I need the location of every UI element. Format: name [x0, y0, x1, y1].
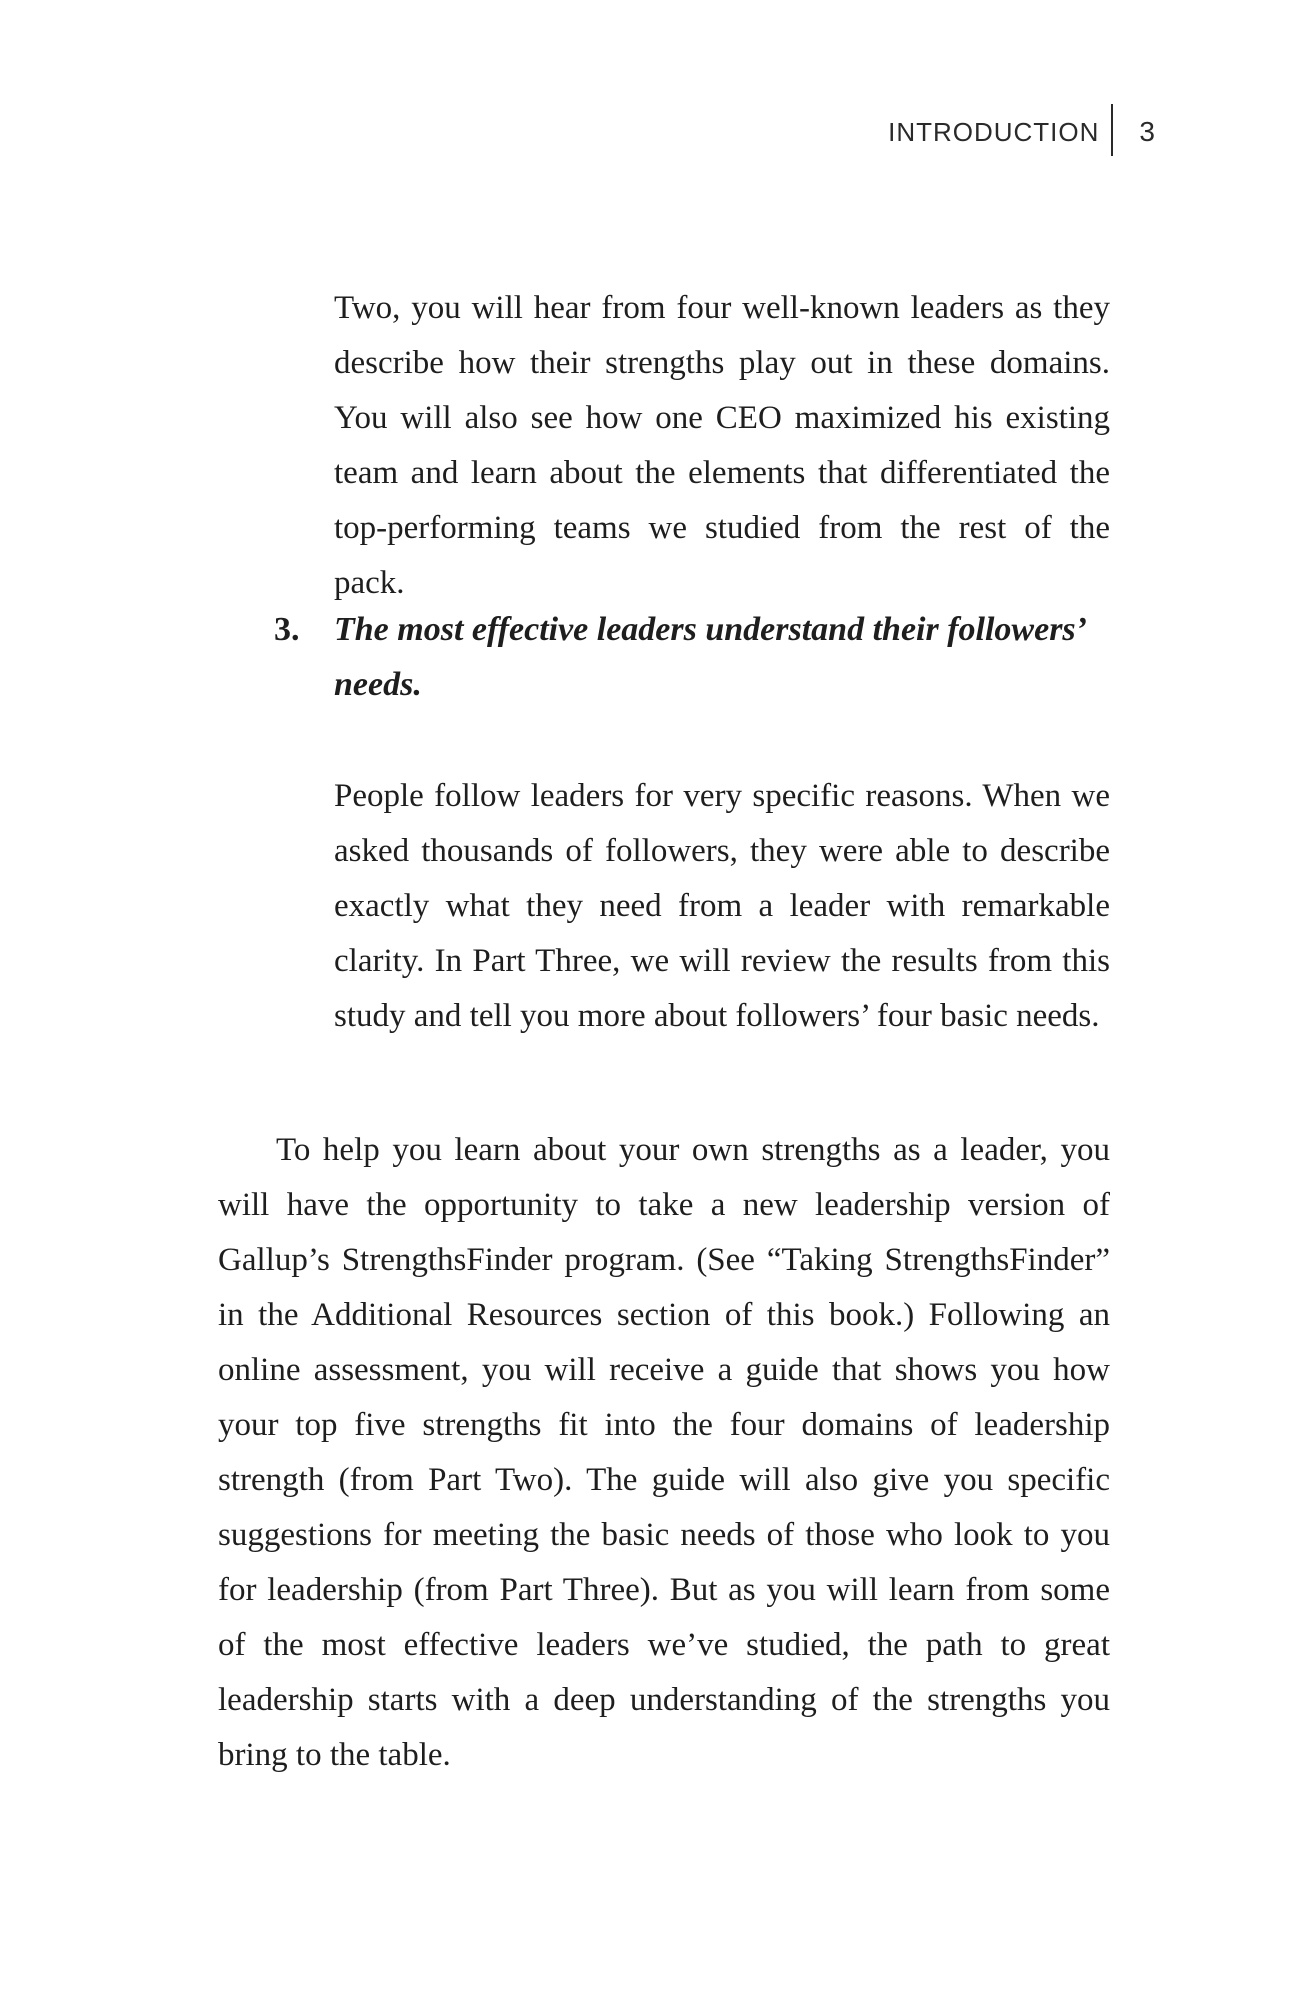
list-item-heading: The most effective leaders understand their followers’ needs.	[334, 611, 1085, 703]
closing-paragraph: To help you learn about your own strengths as a leader, you will have the opportunity to take a new leadership version of Gallup’s StrengthsFinder program. (See “Taking StrengthsFinder” in the Additional Resources section of this book.) Following an online assessment, you will receive a guide that shows you how your top five strengths fit into the four domains of leadership strength (from Part Two). The guide will also give you specific suggestions for meeting the basic needs of those who look to you for leadership (from Part Three). But as you will learn from some of the most effective leaders we’ve studied, the path to great leadership starts with a deep understanding of the strengths you bring to the table.	[218, 1132, 1110, 1773]
running-head-section: INTRODUCTION	[888, 116, 1100, 147]
page-number: 3	[1139, 116, 1156, 147]
list-item-number: 3.	[274, 611, 300, 648]
running-head	[888, 112, 1156, 152]
continued-paragraph: Two, you will hear from four well-known leaders as they describe how their strengths play out in these domains. You will also see how one CEO maximized his existing team and learn about the elements that differentiated the top-performing teams we studied from the rest of the pack.	[334, 290, 1110, 601]
list-item-paragraph: People follow leaders for very specific reasons. When we asked thousands of followers, they were able to describe exactly what they need from a leader with remarkable clarity. In Part Three, we will review the results from this study and tell you more about followers’ four basic needs.	[334, 778, 1110, 1034]
list-item-3	[274, 602, 1110, 712]
